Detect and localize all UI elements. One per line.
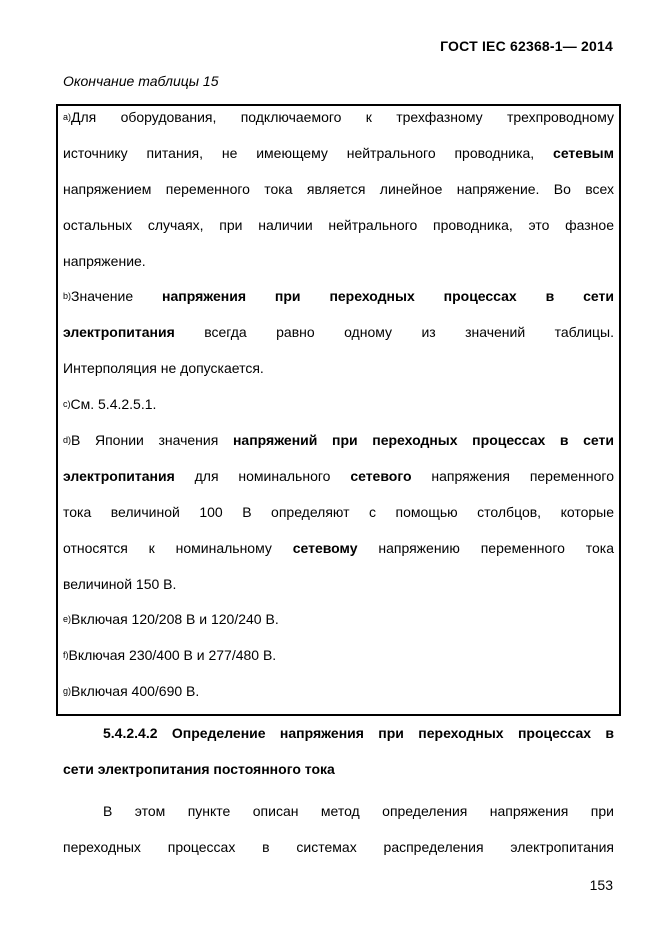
- note-b-text-1: Значение: [71, 288, 163, 304]
- note-d-line-4: [63, 539, 614, 557]
- note-e-text: Включая 120/208 В и 120/240 В.: [71, 611, 279, 627]
- note-c-marker: c): [63, 399, 71, 409]
- note-a-marker: a): [63, 112, 72, 122]
- section-heading-line-1: 5.4.2.4.2 Определение напряжения при переходных процессах в: [103, 725, 614, 741]
- note-c-line: [63, 395, 614, 415]
- note-d-term-1: напряжений при переходных процессах в сети: [232, 432, 614, 448]
- note-d-text-1: В Японии значения: [71, 432, 233, 448]
- note-d-text-4a: относятся к номинальному: [63, 540, 293, 556]
- note-d-term-2: электропитания: [63, 468, 175, 484]
- note-g-text: Включая 400/690 В.: [71, 683, 200, 699]
- note-a-line-3: напряжением переменного тока является линейное напряжение. Во всех: [63, 181, 614, 197]
- note-d-line-2: [63, 467, 614, 485]
- note-c-text: См. 5.4.2.5.1.: [70, 396, 157, 412]
- note-d-text-2b: напряжения переменного: [411, 468, 614, 484]
- note-f-line: [63, 646, 614, 666]
- note-d-line-5: величиной 150 В.: [63, 576, 177, 592]
- note-a-line-5: напряжение.: [63, 253, 146, 269]
- section-heading-line-2: сети электропитания постоянного тока: [63, 761, 335, 777]
- note-a-text-1: Для оборудования, подключаемого к трехфазному трехпроводному: [71, 109, 614, 125]
- note-a-text-2: источнику питания, не имеющему нейтрального проводника,: [63, 145, 554, 161]
- note-b-text-2: всегда равно одному из значений таблицы.: [174, 324, 614, 340]
- note-d-term-4: сетевому: [292, 540, 358, 556]
- note-b-line-2: [63, 323, 614, 341]
- section-paragraph-line-2: переходных процессах в системах распределения электропитания: [63, 839, 614, 855]
- section-paragraph-line-1: В этом пункте описан метод определения напряжения при: [103, 803, 614, 819]
- note-a-line-1: [63, 108, 614, 128]
- note-d-term-3: сетевого: [350, 468, 412, 484]
- note-b-term-2: электропитания: [63, 324, 175, 340]
- note-d-line-3: тока величиной 100 В определяют с помощью столбцов, которые: [63, 504, 614, 520]
- note-e-line: [63, 610, 614, 630]
- note-b-line-3: Интерполяция не допускается.: [63, 360, 264, 376]
- page-number: 153: [589, 877, 613, 893]
- table-caption: Окончание таблицы 15: [63, 73, 219, 89]
- note-a-line-4: остальных случаях, при наличии нейтрального проводника, это фазное: [63, 217, 614, 233]
- note-g-marker: g): [63, 686, 72, 696]
- note-d-marker: d): [63, 435, 72, 445]
- note-f-marker: f): [63, 650, 69, 660]
- note-d-text-4b: напряжению переменного тока: [357, 540, 614, 556]
- document-header: ГОСТ IEC 62368-1— 2014: [440, 38, 613, 54]
- note-e-marker: e): [63, 614, 72, 624]
- note-b-marker: b): [63, 291, 72, 301]
- note-b-term-1: напряжения при переходных процессах в сети: [162, 288, 614, 304]
- note-b-line-1: [63, 287, 614, 307]
- note-g-line: [63, 682, 614, 702]
- note-a-term-mains: сетевым: [553, 145, 614, 161]
- note-f-text: Включая 230/400 В и 277/480 В.: [68, 647, 277, 663]
- note-a-line-2: [63, 144, 614, 162]
- note-d-line-1: [63, 431, 614, 451]
- note-d-text-2a: для номинального: [174, 468, 351, 484]
